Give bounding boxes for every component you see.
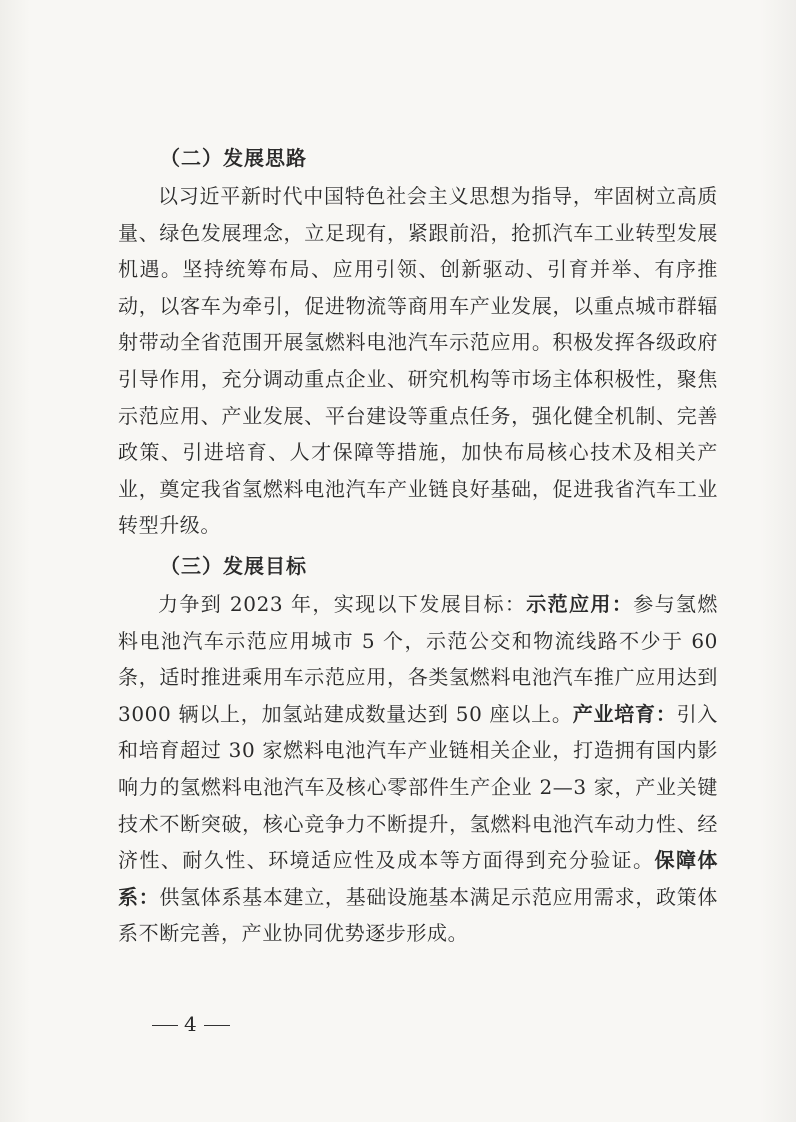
dash-left xyxy=(152,1025,178,1026)
page-content xyxy=(118,138,718,952)
page-number-footer xyxy=(146,1012,236,1036)
section-heading-development-goals: （三）发展目标 xyxy=(160,553,307,578)
development-approach-paragraph: 以习近平新时代中国特色社会主义思想为指导，牢固树立高质量、绿色发展理念，立足现有，紧跟前沿，抢抓汽车工业转型发展机遇。坚持统筹布局、应用引领、创新驱动、引育并举、有序推动，以客车为牵引，促进物流等商用车产业发展，以重点城市群辐射带动全省范围开展氢燃料电池汽车示范应用。积极发挥各级政府引导作用，充分调动重点企业、研究机构等市场主体积极性，聚焦示范应用、产业发展、平台建设等重点任务，强化健全机制、完善政策、引进培育、人才保障等措施，加快布局核心技术及相关产业，奠定我省氢燃料电池汽车产业链良好基础，促进我省汽车工业转型升级。 xyxy=(118,184,718,538)
goals-intro: 力争到 2023 年，实现以下发展目标： xyxy=(158,591,527,616)
goal-support-system-label: 保障体系： xyxy=(118,848,719,909)
goal-support-system-text: 供氢体系基本建立，基础设施基本满足示范应用需求，政策体系不断完善，产业协同优势逐步形成。 xyxy=(118,884,718,946)
goal-industry-cultivation-text: 引入和培育超过 30 家燃料电池汽车产业链相关企业，打造拥有国内影响力的氢燃料电池汽车及核心零部件生产企业 2—3 家，产业关键技术不断突破，核心竞争力不断提升，氢燃料电池汽车动力性、经济性、耐久性、环境适应性及成本等方面得到充分验证。 xyxy=(118,701,718,873)
goal-industry-cultivation-label: 产业培育： xyxy=(572,701,677,726)
dash-right xyxy=(204,1025,230,1026)
goal-demo-application-text: 参与氢燃料电池汽车示范应用城市 5 个，示范公交和物流线路不少于 60 条，适时推进乘用车示范应用，各类氢燃料电池汽车推广应用达到 3000 辆以上，加氢站建成数量达到 50 座以上。 xyxy=(118,591,718,726)
development-goals-paragraph xyxy=(118,586,718,952)
page-number: 4 xyxy=(184,1012,198,1036)
goal-demo-application-label: 示范应用： xyxy=(526,591,634,616)
section-heading-development-approach: （二）发展思路 xyxy=(160,146,307,170)
